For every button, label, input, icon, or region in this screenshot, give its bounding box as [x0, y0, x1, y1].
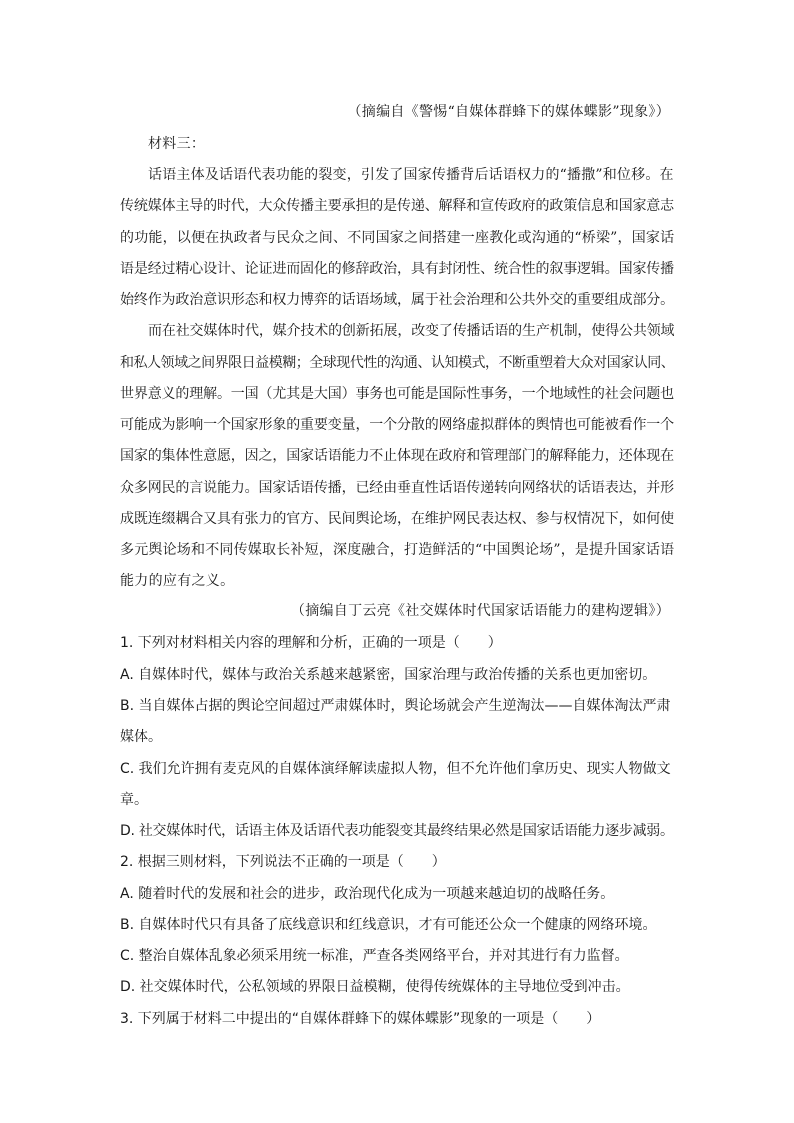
paragraph-2-line-3: 世界意义的理解。一国（尤其是大国）事务也可能是国际性事务，一个地域性的社会问题也 — [120, 386, 674, 402]
question-1-stem: 1. 下列对材料相关内容的理解和分析，正确的一项是（ ） — [120, 635, 502, 651]
question-1-option-d: D. 社交媒体时代，话语主体及话语代表功能裂变其最终结果必然是国家话语能力逐步减弱。 — [120, 823, 674, 839]
paragraph-2-line-1: 而在社交媒体时代，媒介技术的创新拓展，改变了传播话语的生产机制，使得公共领域 — [148, 323, 675, 339]
paragraph-2-line-8: 多元舆论场和不同传媒取长补短，深度融合，打造鲜活的“中国舆论场”，是提升国家话语 — [120, 542, 675, 558]
paragraph-2-line-7: 成既连缀耦合又具有张力的官方、民间舆论场，在维护网民表达权、参与权情况下，如何使 — [120, 511, 674, 527]
question-3-stem: 3. 下列属于材料二中提出的“自媒体群蜂下的媒体蝶影”现象的一项是（ ） — [120, 1011, 601, 1027]
paragraph-2-line-5: 国家的集体性意愿，因之，国家话语能力不止体现在政府和管理部门的解释能力，还体现在 — [120, 448, 674, 464]
paragraph-2-line-9: 能力的应有之义。 — [120, 573, 235, 589]
question-2-option-c: C. 整治自媒体乱象必须采用统一标准，严查各类网络平台，并对其进行有力监督。 — [120, 948, 629, 964]
paragraph-1-line-5: 始终作为政治意识形态和权力博弈的话语场域，属于社会治理和公共外交的重要组成部分。 — [120, 292, 674, 308]
question-2-option-b: B. 自媒体时代只有具备了底线意识和红线意识，才有可能还公众一个健康的网络环境。 — [120, 917, 657, 933]
question-1-option-c: C. 我们允许拥有麦克风的自媒体演绎解读虚拟人物，但不允许他们拿历史、现实人物做文 — [120, 761, 671, 777]
question-1-option-c-cont: 章。 — [120, 792, 148, 808]
source-citation-2: （摘编自丁云亮《社交媒体时代国家话语能力的建构逻辑》） — [290, 603, 670, 619]
paragraph-1-line-1: 话语主体及话语代表功能的裂变，引发了国家传播背后话语权力的“播撒”和位移。在 — [148, 167, 674, 183]
paragraph-1-line-2: 传统媒体主导的时代，大众传播主要承担的是传递、解释和宣传政府的政策信息和国家意志 — [120, 198, 674, 214]
question-2-option-d: D. 社交媒体时代，公私领域的界限日益模糊，使得传统媒体的主导地位受到冲击。 — [120, 979, 630, 995]
question-1-option-b-cont: 媒体。 — [120, 729, 162, 745]
paragraph-2-line-2: 和私人领域之间界限日益模糊；全球现代性的沟通、认知模式，不断重塑着大众对国家认同、 — [120, 355, 675, 371]
paragraph-2-line-4: 可能成为影响一个国家形象的重要变量，一个分散的网络虚拟群体的舆情也可能被看作一个 — [120, 417, 674, 433]
paragraph-1-line-4: 语是经过精心设计、论证进而固化的修辞政治，具有封闭性、统合性的叙事逻辑。国家传播 — [120, 261, 674, 277]
question-2-stem: 2. 根据三则材料，下列说法不正确的一项是（ ） — [120, 854, 446, 870]
source-citation-1: （摘编自《警惕“自媒体群蜂下的媒体蝶影”现象》） — [347, 104, 670, 120]
question-1-option-a: A. 自媒体时代，媒体与政治关系越来越紧密，国家治理与政治传播的关系也更加密切。 — [120, 667, 657, 683]
paragraph-2-line-6: 众多网民的言说能力。国家话语传播，已经由垂直性话语传递转向网络状的话语表达，并形 — [120, 480, 674, 496]
paragraph-1-line-3: 的功能，以便在执政者与民众之间、不同国家之间搭建一座教化或沟通的“桥梁”，国家话 — [120, 230, 675, 246]
material-3-heading: 材料三： — [148, 136, 206, 152]
question-2-option-a: A. 随着时代的发展和社会的进步，政治现代化成为一项越来越迫切的战略任务。 — [120, 886, 615, 902]
question-1-option-b: B. 当自媒体占据的舆论空间超过严肃媒体时，舆论场就会产生逆淘汰——自媒体淘汰严肃 — [120, 698, 671, 714]
